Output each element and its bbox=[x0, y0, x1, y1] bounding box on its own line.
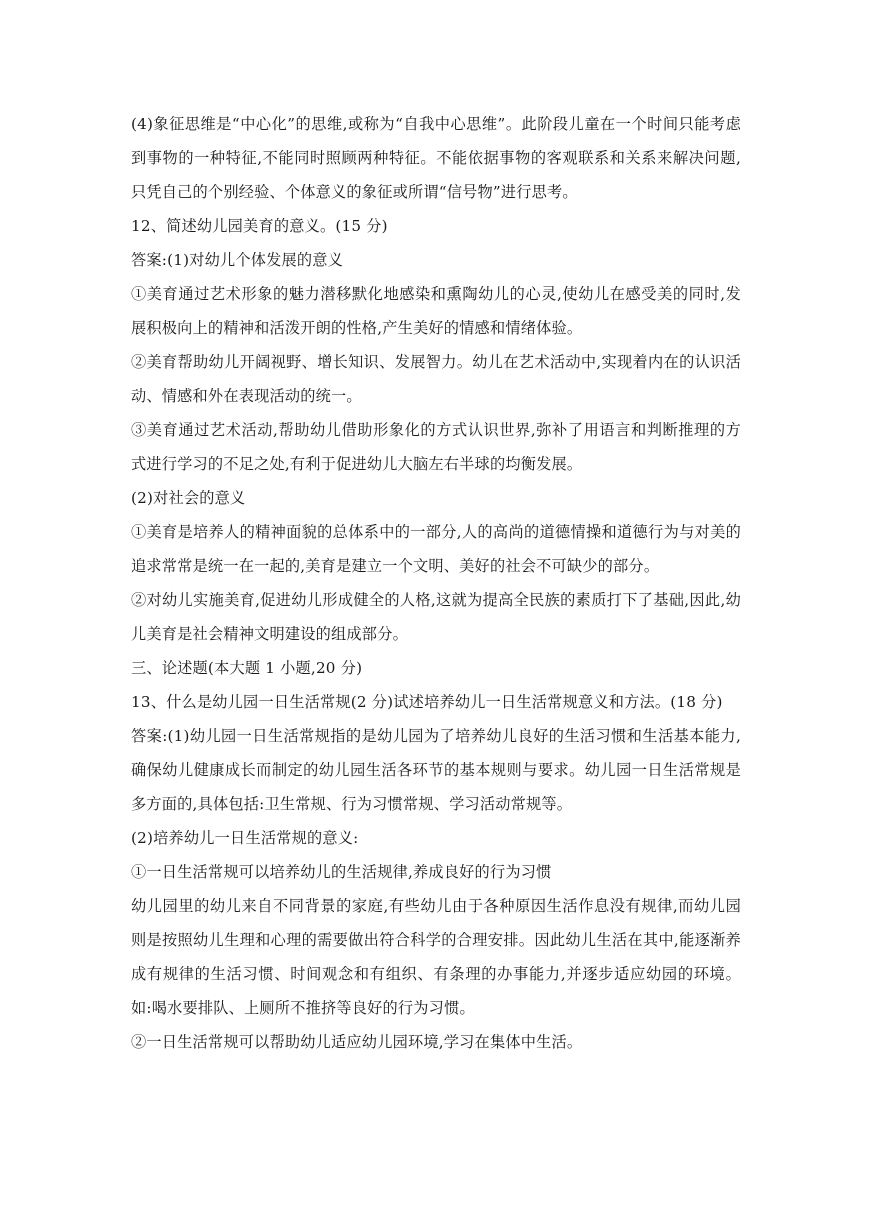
answer-13-point-2-heading: ②一日生活常规可以帮助幼儿适应幼儿园环境,学习在集体中生活。 bbox=[131, 1033, 583, 1051]
answer-12-point-1: ①美育通过艺术形象的魅力潜移默化地感染和熏陶幼儿的心灵,使幼儿在感受美的同时,发展积极向上的精神和活泼开朗的性格,产生美好的情感和情绪体验。 bbox=[131, 285, 741, 337]
answer-12-point-3: ③美育通过艺术活动,帮助幼儿借助形象化的方式认识世界,弥补了用语言和判断推理的方式进行学习的不足之处,有利于促进幼儿大脑左右半球的均衡发展。 bbox=[131, 421, 741, 473]
question-13-heading: 13、什么是幼儿园一日生活常规(2 分)试述培养幼儿一日生活常规意义和方法。(18 分) bbox=[131, 693, 723, 711]
answer-12-part-1-heading: 答案:(1)对幼儿个体发展的意义 bbox=[131, 251, 344, 269]
answer-12-point-2: ②美育帮助幼儿开阔视野、增长知识、发展智力。幼儿在艺术活动中,实现着内在的认识活动、情感和外在表现活动的统一。 bbox=[131, 353, 741, 405]
answer-13-significance-heading: (2)培养幼儿一日生活常规的意义: bbox=[131, 829, 359, 847]
answer-13-point-1-heading: ①一日生活常规可以培养幼儿的生活规律,养成良好的行为习惯 bbox=[131, 863, 552, 881]
answer-12-social-point-1: ①美育是培养人的精神面貌的总体系中的一部分,人的高尚的道德情操和道德行为与对美的追求常常是统一在一起的,美育是建立一个文明、美好的社会不可缺少的部分。 bbox=[131, 523, 741, 575]
document-body bbox=[131, 107, 741, 1059]
section-3-heading: 三、论述题(本大题 1 小题,20 分) bbox=[131, 659, 363, 677]
answer-12-social-point-2: ②对幼儿实施美育,促进幼儿形成健全的人格,这就为提高全民族的素质打下了基础,因此,幼儿美育是社会精神文明建设的组成部分。 bbox=[131, 591, 741, 643]
question-12-heading: 12、简述幼儿园美育的意义。(15 分) bbox=[131, 217, 388, 235]
answer-12-part-2-heading: (2)对社会的意义 bbox=[131, 489, 246, 507]
answer-13-definition: 答案:(1)幼儿园一日生活常规指的是幼儿园为了培养幼儿良好的生活习惯和生活基本能力,确保幼儿健康成长而制定的幼儿园生活各环节的基本规则与要求。幼儿园一日生活常规是多方面的,具体包括:卫生常规、行为习惯常规、学习活动常规等。 bbox=[131, 727, 741, 813]
paragraph-symbolic-thinking: (4)象征思维是“中心化”的思维,或称为“自我中心思维”。此阶段儿童在一个时间只能考虑到事物的一种特征,不能同时照顾两种特征。不能依据事物的客观联系和关系来解决问题,只凭自己的个别经验、个体意义的象征或所谓“信号物”进行思考。 bbox=[131, 115, 741, 201]
answer-13-point-1-body: 幼儿园里的幼儿来自不同背景的家庭,有些幼儿由于各种原因生活作息没有规律,而幼儿园则是按照幼儿生理和心理的需要做出符合科学的合理安排。因此幼儿生活在其中,能逐渐养成有规律的生活习惯、时间观念和有组织、有条理的办事能力,并逐步适应幼园的环境。如:喝水要排队、上厕所不推挤等良好的行为习惯。 bbox=[131, 897, 741, 1017]
